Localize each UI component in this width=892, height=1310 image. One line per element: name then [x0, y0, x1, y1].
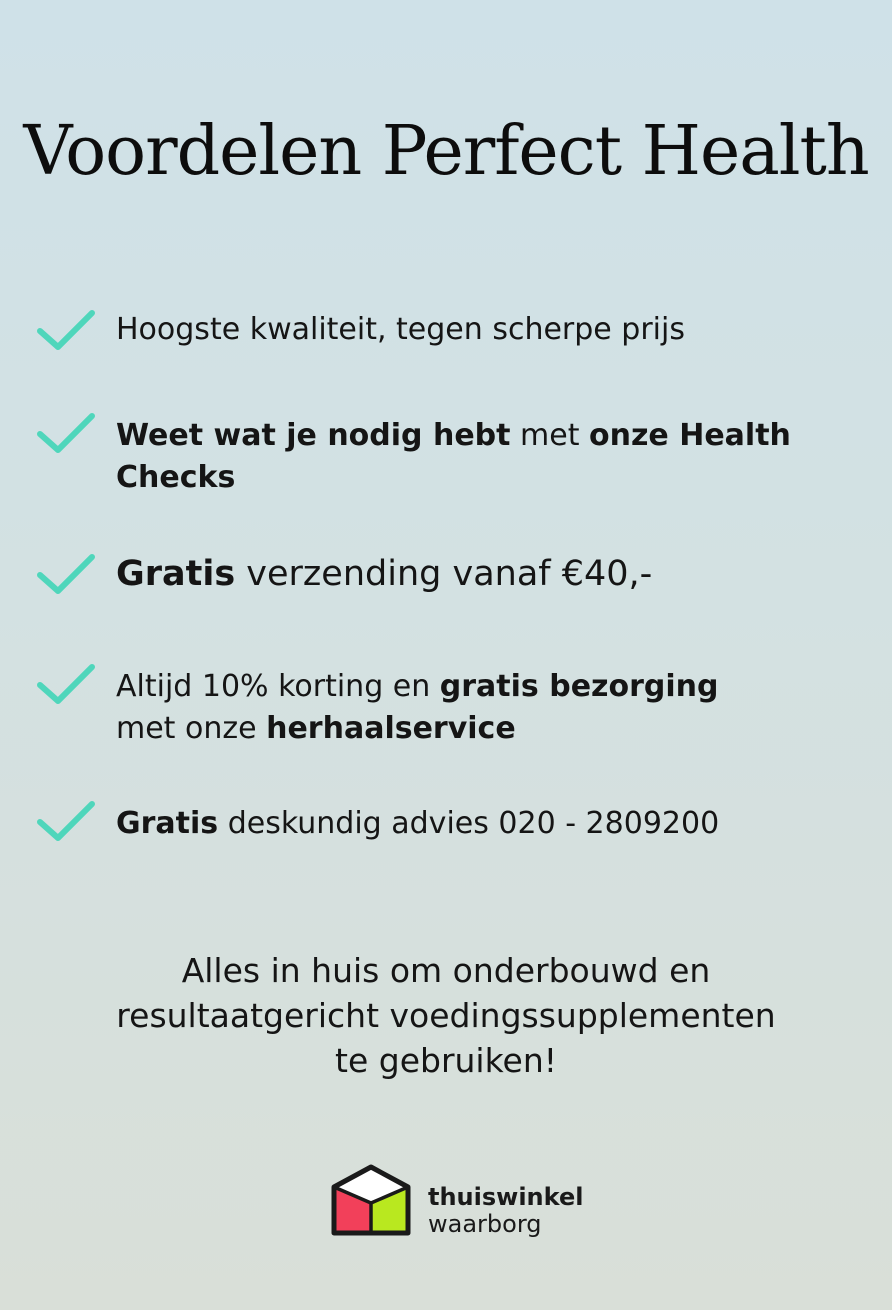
benefit-segment: verzending vanaf €40,- [235, 554, 653, 594]
benefit-text [116, 666, 836, 750]
check-icon [36, 553, 96, 597]
benefit-segment: deskundig advies 020 - 2809200 [218, 806, 720, 841]
benefit-segment: Altijd 10% korting en [116, 669, 440, 704]
logo-text-thuiswinkel: thuiswinkel [428, 1183, 584, 1211]
benefit-segment: met onze [116, 711, 267, 746]
benefit-segment-bold: gratis bezorging [439, 669, 719, 704]
check-icon [36, 663, 96, 707]
closing-line: resultaatgericht voedingssupplementen [116, 996, 776, 1035]
thuiswinkel-waarborg-logo [330, 1163, 590, 1245]
benefit-text [116, 415, 836, 499]
page-title: Voordelen Perfect Health [23, 112, 869, 191]
closing-statement [20, 948, 872, 1083]
thuiswinkel-house-icon [330, 1163, 412, 1237]
benefit-segment-bold: Weet wat je nodig hebt [116, 418, 511, 453]
closing-line: te gebruiken! [335, 1041, 557, 1080]
benefit-segment: met [510, 418, 589, 453]
benefit-segment-bold: Gratis [116, 554, 236, 594]
check-icon [36, 800, 96, 844]
benefit-segment-bold: Gratis [116, 806, 219, 841]
closing-line: Alles in huis om onderbouwd en [181, 951, 711, 990]
benefit-segment-bold: herhaalservice [266, 711, 516, 746]
benefit-segment: Hoogste kwaliteit, tegen scherpe prijs [116, 312, 685, 347]
benefit-text [116, 553, 836, 595]
logo-text-waarborg: waarborg [428, 1210, 542, 1238]
benefit-text [116, 309, 836, 351]
benefit-text [116, 803, 836, 845]
check-icon [36, 412, 96, 456]
check-icon [36, 309, 96, 353]
benefit-segment-bold: onze Health Checks [116, 418, 791, 495]
